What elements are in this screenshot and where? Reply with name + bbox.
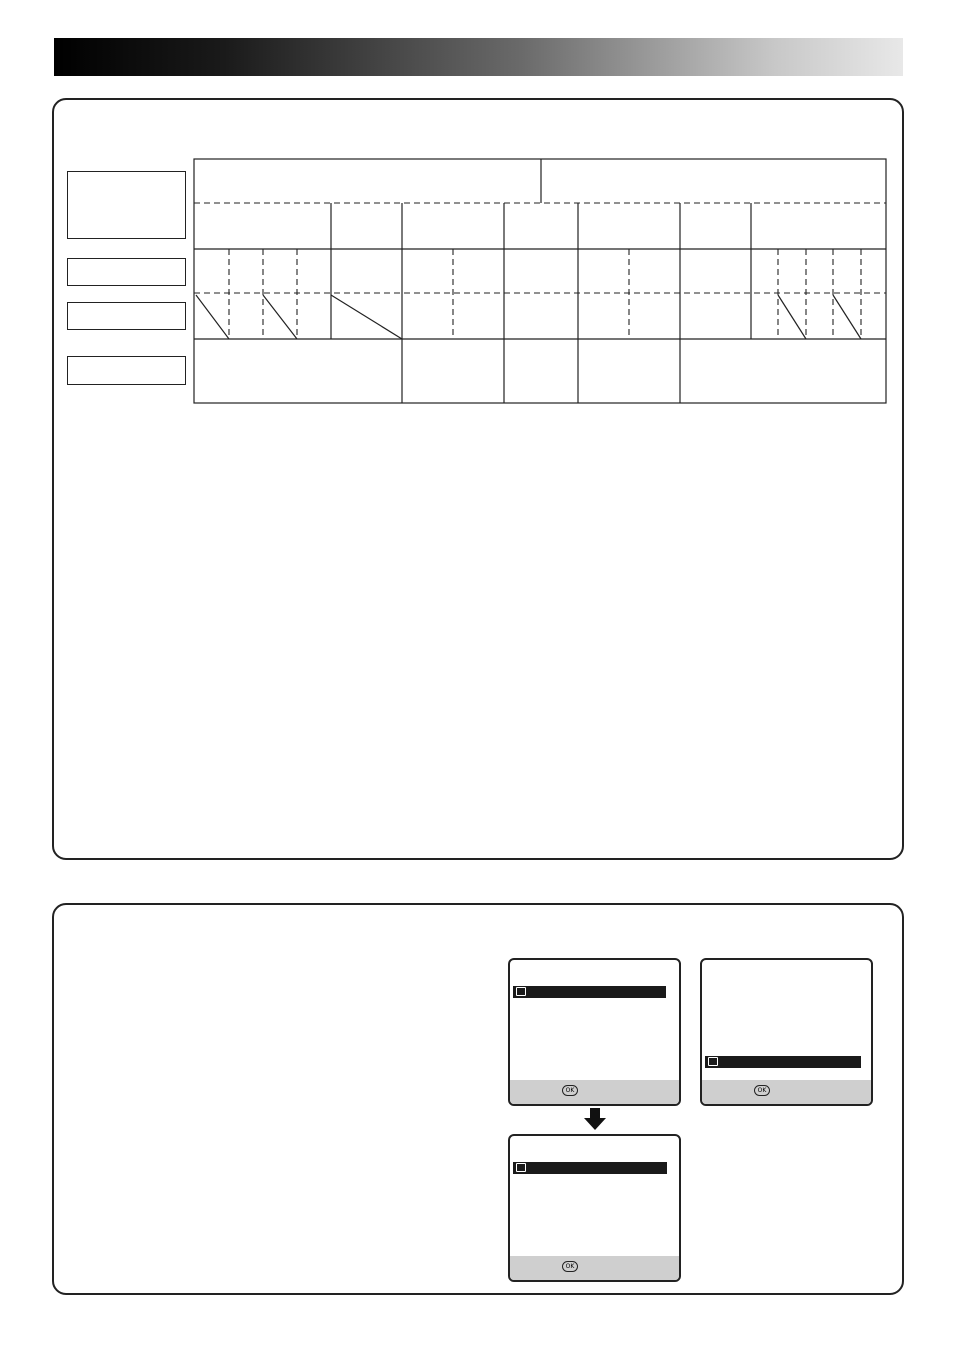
- screen-1: [508, 958, 681, 1106]
- screen-2: [700, 958, 873, 1106]
- table-frame: [194, 159, 886, 403]
- screen-1-footer: [510, 1080, 679, 1104]
- ok-icon: OK: [562, 1261, 578, 1272]
- arrow-down-icon: [584, 1108, 606, 1132]
- ok-icon: OK: [754, 1085, 770, 1096]
- pointer-hand-icon: [516, 1163, 526, 1172]
- screen-3-footer: [510, 1256, 679, 1280]
- screen-3: [508, 1134, 681, 1282]
- pointer-hand-icon: [708, 1057, 718, 1066]
- screen-3-highlight: [513, 1162, 667, 1174]
- ok-icon: OK: [562, 1085, 578, 1096]
- screen-1-highlight: [513, 986, 666, 998]
- screen-2-footer: [702, 1080, 871, 1104]
- pointer-hand-icon: [516, 987, 526, 996]
- screen-2-highlight: [705, 1056, 861, 1068]
